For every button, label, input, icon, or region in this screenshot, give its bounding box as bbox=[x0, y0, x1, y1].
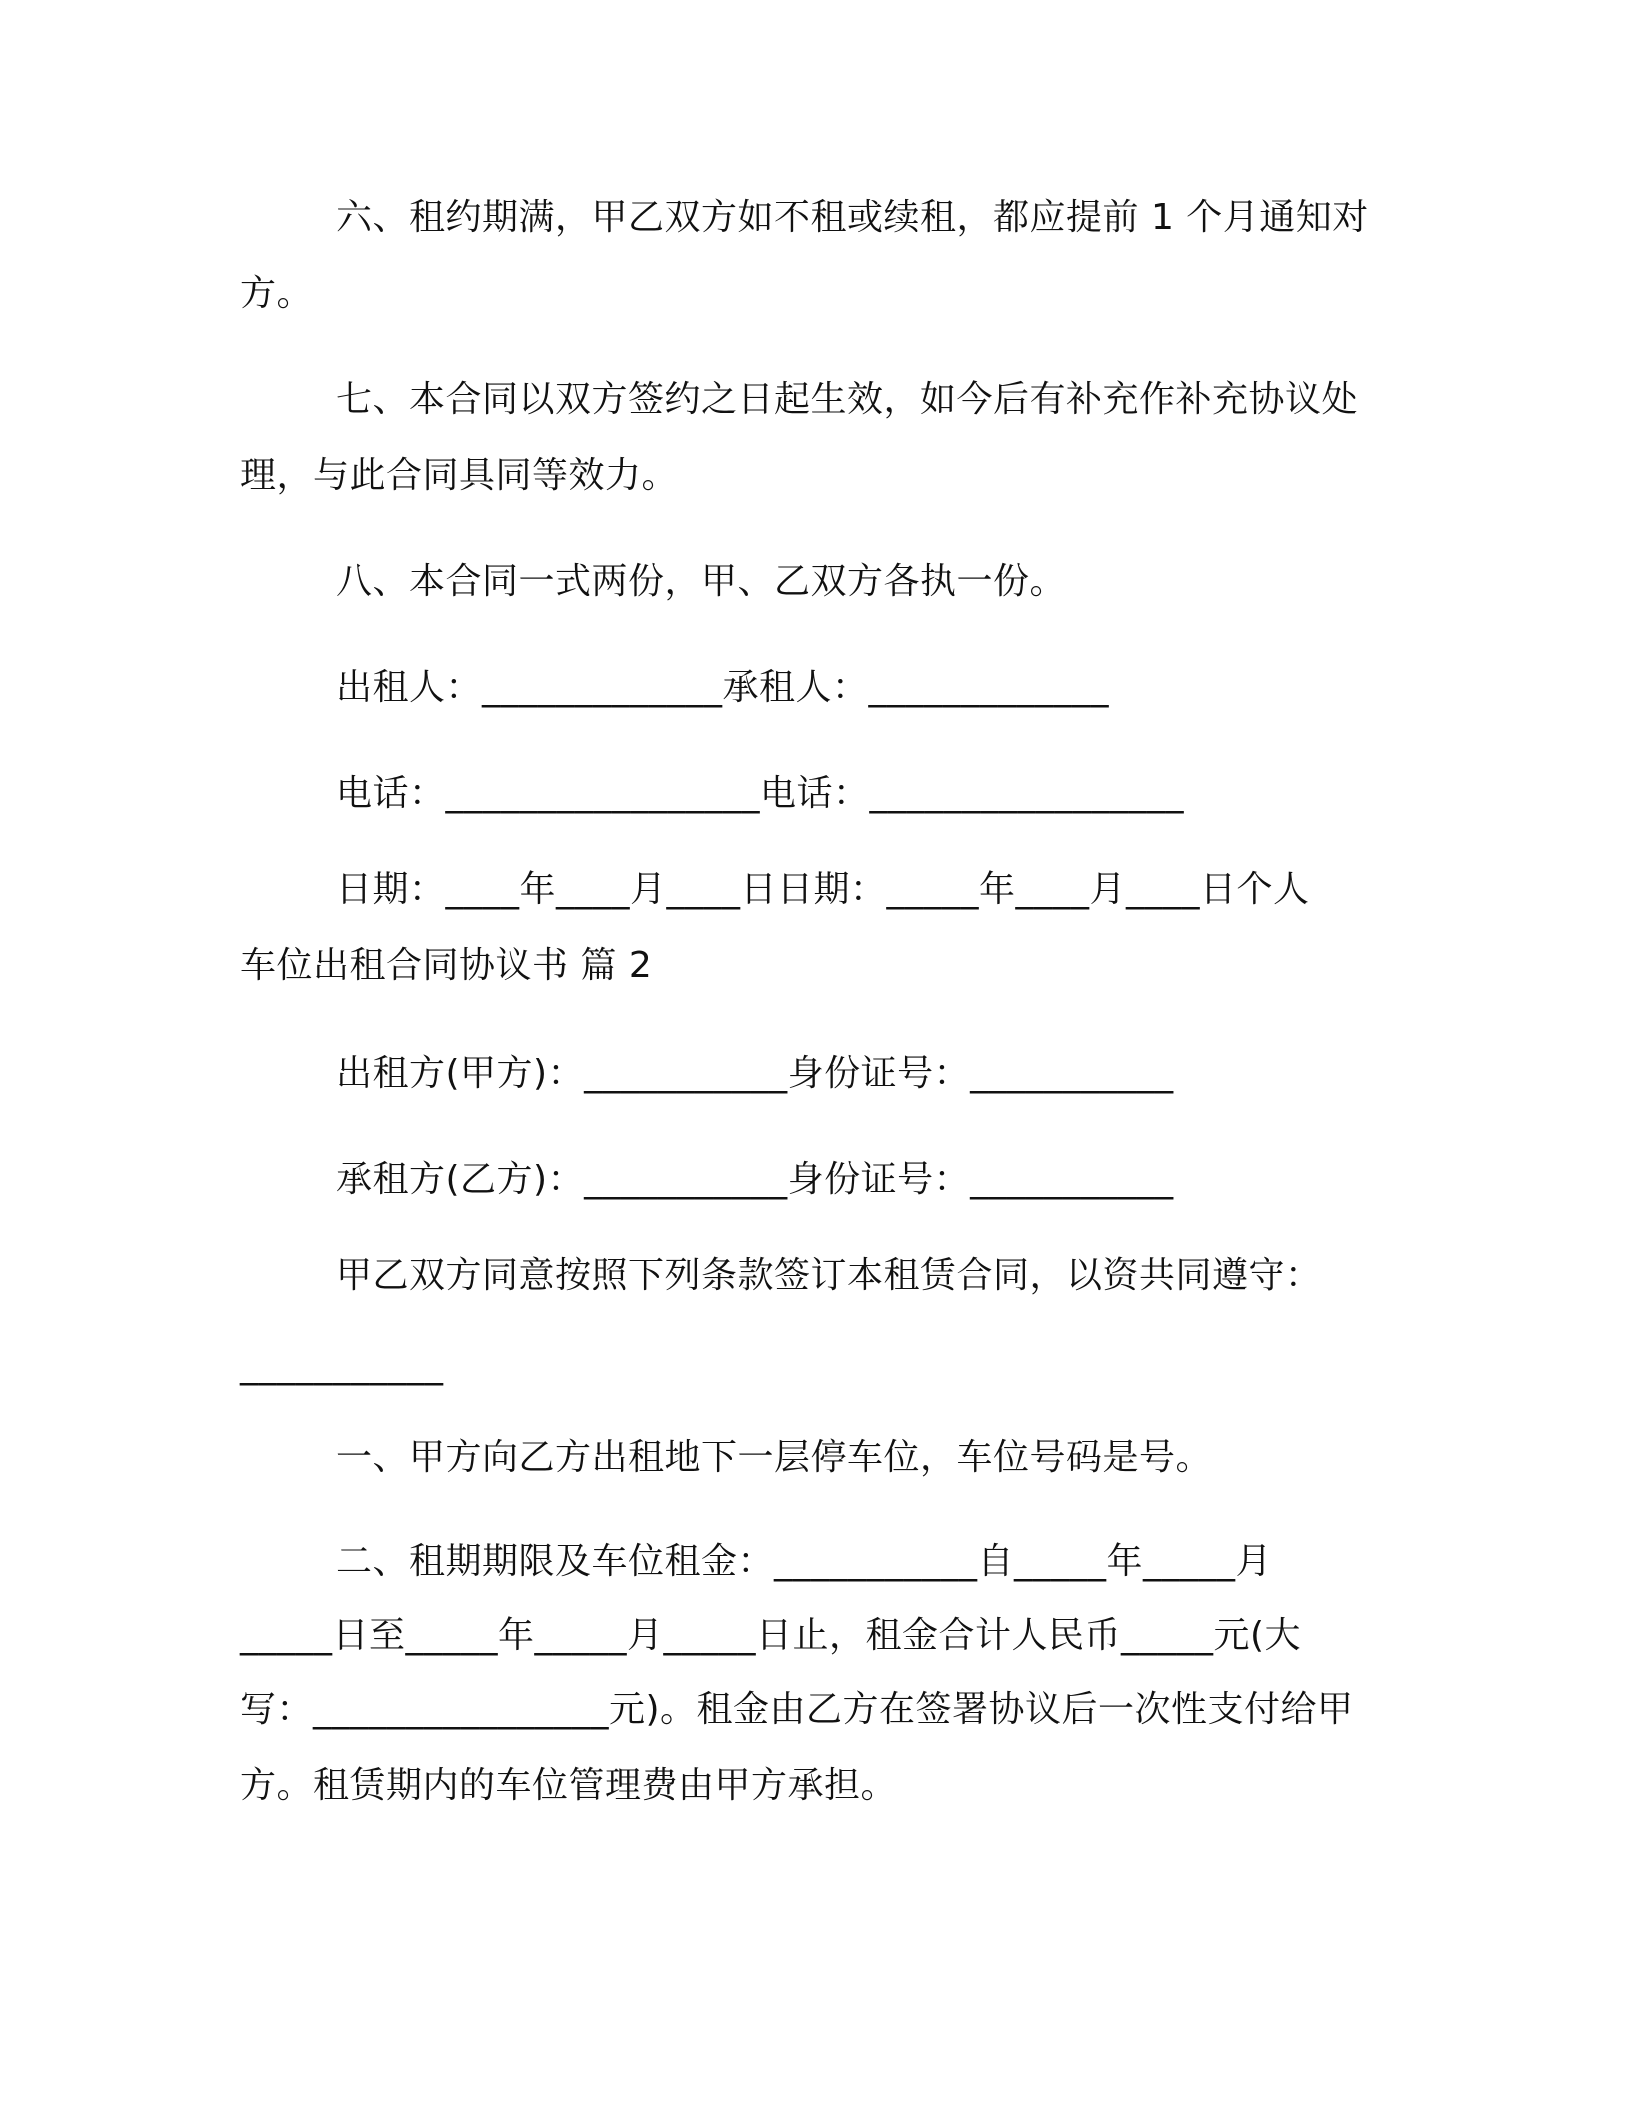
clause-two-line-2: _____日至_____年_____月_____日止，租金合计人民币_____元(大 bbox=[240, 1615, 1302, 1656]
clause-seven-line-1: 七、本合同以双方签约之日起生效，如今后有补充作补充协议处 bbox=[336, 379, 1359, 420]
clause-two-line-4: 方。租赁期内的车位管理费由甲方承担。 bbox=[240, 1765, 898, 1806]
clause-six-line-2: 方。 bbox=[240, 273, 314, 314]
clause-six-line-1: 六、租约期满，甲乙双方如不租或续租，都应提前 1 个月通知对 bbox=[336, 197, 1369, 238]
agreement-intro: 甲乙双方同意按照下列条款签订本租赁合同，以资共同遵守： bbox=[336, 1255, 1322, 1296]
party-b-line: 承租方(乙方)：___________身份证号：___________ bbox=[336, 1159, 1174, 1200]
clause-two-line-1: 二、租期期限及车位租金：___________自_____年_____月 bbox=[336, 1541, 1273, 1582]
phone-line: 电话：_________________电话：_________________ bbox=[336, 773, 1185, 814]
section-title-part-2: 车位出租合同协议书 篇 2 bbox=[240, 945, 653, 986]
blank-underline: ___________ bbox=[240, 1345, 444, 1386]
clause-seven-line-2: 理，与此合同具同等效力。 bbox=[240, 455, 679, 496]
clause-two-line-3: 写：________________元)。租金由乙方在签署协议后一次性支付给甲 bbox=[240, 1689, 1354, 1730]
clause-one: 一、甲方向乙方出租地下一层停车位，车位号码是号。 bbox=[336, 1437, 1213, 1478]
lessor-lessee-signature-line: 出租人：_____________承租人：_____________ bbox=[336, 667, 1110, 708]
date-line: 日期：____年____月____日日期：_____年____月____日个人 bbox=[336, 869, 1310, 910]
clause-eight: 八、本合同一式两份，甲、乙双方各执一份。 bbox=[336, 561, 1067, 602]
party-a-line: 出租方(甲方)：___________身份证号：___________ bbox=[336, 1053, 1174, 1094]
